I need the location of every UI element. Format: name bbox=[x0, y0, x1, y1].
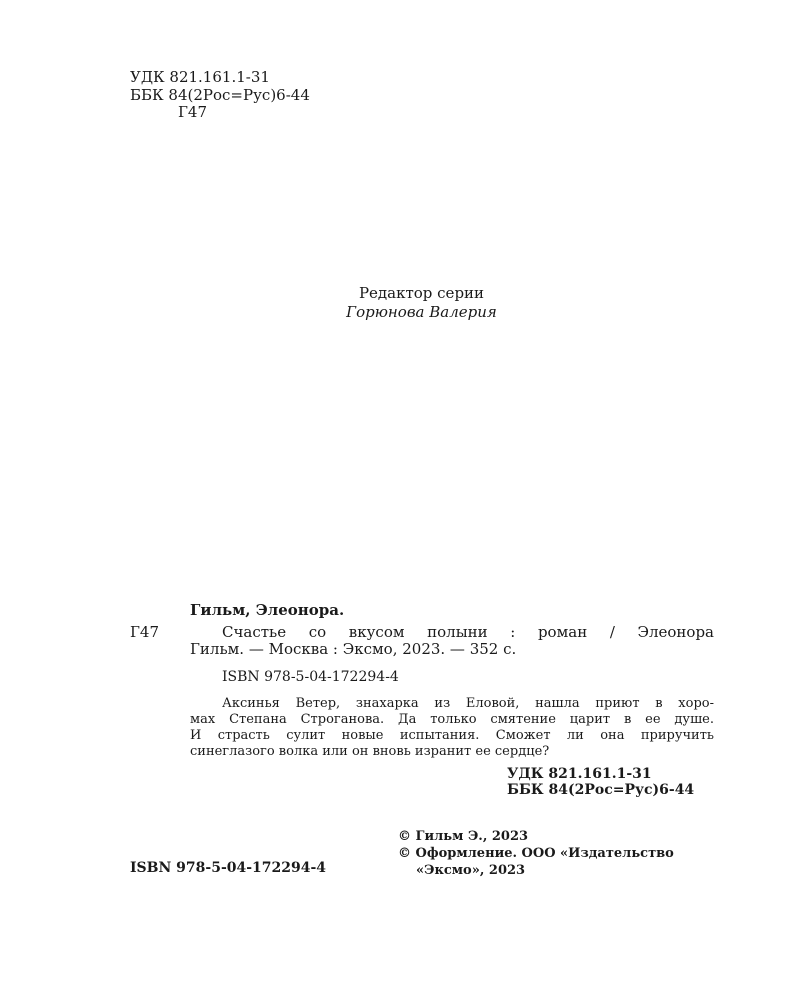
copyright-author: © Гильм Э., 2023 bbox=[398, 829, 529, 844]
header-code: Г47 bbox=[178, 103, 208, 121]
catalog-bbk: ББК 84(2Рос=Рус)6-44 bbox=[507, 782, 695, 798]
catalog-udk: УДК 821.161.1-31 bbox=[507, 766, 652, 782]
footer-isbn: ISBN 978-5-04-172294-4 bbox=[130, 860, 327, 876]
annotation-line-4: синеглазого волка или он вновь изранит ее сердце? bbox=[190, 744, 550, 759]
catalog-isbn: ISBN 978-5-04-172294-4 bbox=[222, 669, 399, 685]
catalog-code: Г47 bbox=[130, 623, 160, 641]
annotation-line-1: Аксинья Ветер, знахарка из Еловой, нашла приют в хоро- bbox=[222, 696, 714, 711]
catalog-author: Гильм, Элеонора. bbox=[190, 601, 345, 619]
header-bbk: ББК 84(2Рос=Рус)6-44 bbox=[130, 86, 310, 104]
editor-label: Редактор серии bbox=[358, 284, 485, 302]
catalog-title-line-1: Счастье со вкусом полыни : роман / Элеонора bbox=[222, 623, 714, 641]
copyright-design-line-1: © Оформление. ООО «Издательство bbox=[398, 846, 674, 861]
header-udk: УДК 821.161.1-31 bbox=[130, 68, 270, 86]
annotation-line-2: мах Степана Строганова. Да только смятение царит в ее душе. bbox=[190, 712, 714, 727]
copyright-design-line-2: «Эксмо», 2023 bbox=[416, 863, 526, 878]
annotation-line-3: И страсть сулит новые испытания. Сможет ли она приручить bbox=[190, 728, 714, 743]
editor-name: Горюнова Валерия bbox=[346, 303, 497, 321]
catalog-title-line-2: Гильм. — Москва : Эксмо, 2023. — 352 с. bbox=[190, 640, 517, 658]
